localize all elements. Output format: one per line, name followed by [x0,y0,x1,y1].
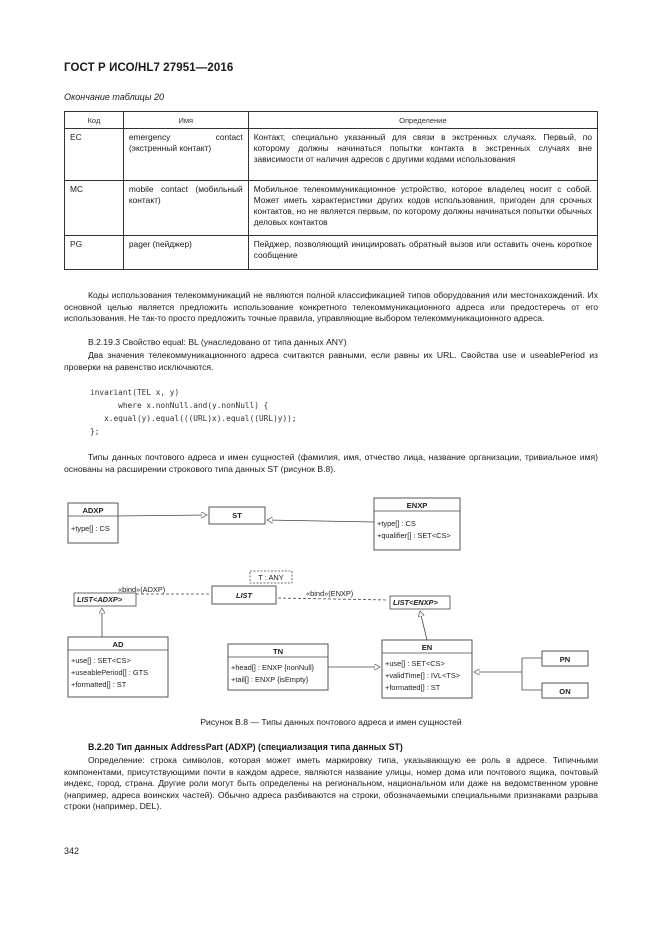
table-header-row [65,112,598,129]
class-attribute: +validTime[] : IVL<TS> [385,671,461,680]
uml-class-diagram [62,492,602,717]
class-attribute: +head[] : ENXP {nonNull} [231,663,315,672]
table-row [65,236,598,270]
class-name: ENXP [406,501,428,510]
class-tn [228,644,328,690]
class-on [542,683,588,698]
class-list-adxp [74,593,136,606]
code-line: where x.nonNull.and(y.nonNull) { [90,401,269,410]
figure-caption: Рисунок В.8 — Типы данных почтового адреса и имен сущностей [200,717,462,727]
cell-code: MC [65,181,124,236]
paragraph-telecom-use: Коды использования телекоммуникаций не являются полной классификацией типов оборудования или местонахождений. Их основной целью является предложить использование конкретного телекоммуникационного адреса или предостеречь от его использования. Не так-то просто предложить точные правила, управляющие выбором телекоммуникационного адреса. [64,290,598,324]
paragraph-equal-definition: Два значения телекоммуникационного адреса считаются равными, если равны их URL. Свойства use и useablePeriod из проверки на равенство исключаются. [64,350,598,372]
template-name: LIST [235,591,253,600]
cell-name: emergency contact (экстренный контакт) [123,129,248,181]
generalization-line [420,611,427,640]
class-ad [68,637,168,697]
paragraph-equal-property: В.2.19.3 Свойство equal: BL (унаследовано от типа данных ANY) [88,337,347,347]
class-name: LIST<ENXP> [393,598,438,607]
code-block-invariant [64,386,604,438]
section-definition: Определение: строка символов, которая может иметь маркировку типа, указывающую ее роль в адресе. Типичными компонентами, присутствующими почти в каждом адресе, являются название улицы, номер дома или почтового ящика, почтовый индекс, город, страна. Другие роли могут быть определены на региональном, национальном или даже на ведомственном уровне (например, адреса воинских частей). Обычно адреса разбиваются на строки, обозначаемыми специальными признаками разрыва строки (например, DEL). [64,755,598,812]
class-name: ON [559,687,571,696]
class-attribute: +tail[] : ENXP {isEmpty} [231,675,309,684]
class-name: TN [272,647,284,656]
code-line: }; [90,427,100,436]
table-caption: Окончание таблицы 20 [64,92,164,102]
cell-code: EC [65,129,124,181]
class-name: PN [559,655,571,664]
bind-label-adxp: «bind»(ADXP) [118,585,166,594]
class-name: ST [232,511,242,520]
class-name: EN [421,643,433,652]
class-name: AD [112,640,124,649]
telecom-use-codes-table [64,111,598,270]
code-line: x.equal(y).equal(((URL)x).equal((URL)y)); [90,414,297,423]
class-attribute: +qualifier[] : SET<CS> [377,531,451,540]
column-header-code: Код [65,112,124,129]
class-list-enxp [390,596,450,609]
class-attribute: +type[] : CS [71,524,110,533]
generalization-line [118,515,207,516]
class-attribute: +use[] : SET<CS> [385,659,445,668]
class-en [382,640,472,698]
template-parameter: T : ANY [258,573,284,582]
class-name: LIST<ADXP> [77,595,123,604]
class-pn [542,651,588,666]
bind-label-enxp: «bind»(ENXP) [306,589,354,598]
cell-code: PG [65,236,124,270]
table-row [65,129,598,181]
class-attribute: +use[] : SET<CS> [71,656,131,665]
column-header-name: Имя [123,112,248,129]
cell-definition: Контакт, специально указанный для связи в экстренных случаях. Первый, по которому должны начинаться попытки контакта в экстренных случаях вне зависимости от наличия адресов с другими кодами использования [248,129,597,181]
bind-relation-line [278,598,388,600]
code-line: invariant(TEL x, y) [90,388,180,397]
class-st [209,507,265,524]
table-row [65,181,598,236]
class-attribute: +formatted[] : ST [385,683,441,692]
cell-definition: Пейджер, позволяющий инициировать обратный вызов или оставить очень короткое сообщение [248,236,597,270]
page-number: 342 [64,846,80,856]
cell-name: pager (пейджер) [123,236,248,270]
class-attribute: +formatted[] : ST [71,680,127,689]
column-header-definition: Определение [248,112,597,129]
class-adxp [68,503,118,543]
class-enxp [374,498,460,550]
class-name: ADXP [82,506,104,515]
paragraph-address-types: Типы данных почтового адреса и имен сущностей (фамилия, имя, отчество лица, название организации, тривиальное имя) основаны на расширении строкового типа данных ST (рисунок В.8). [64,452,598,474]
document-header: ГОСТ Р ИСО/HL7 27951—2016 [64,62,234,74]
template-list [212,571,292,604]
section-heading: В.2.20 Тип данных AddressPart (ADXP) (специализация типа данных ST) [88,742,403,752]
class-attribute: +useablePeriod[] : GTS [71,668,149,677]
cell-name: mobile contact (мобильный контакт) [123,181,248,236]
class-attribute: +type[] : CS [377,519,416,528]
generalization-line [267,520,374,522]
cell-definition: Мобильное телекоммуникационное устройство, которое владелец носит с собой. Может иметь характеристики других кодов использования, пригоден для срочных контактов, но не является первым, по которому должны начинаться попытки обычных деловых контактов [248,181,597,236]
